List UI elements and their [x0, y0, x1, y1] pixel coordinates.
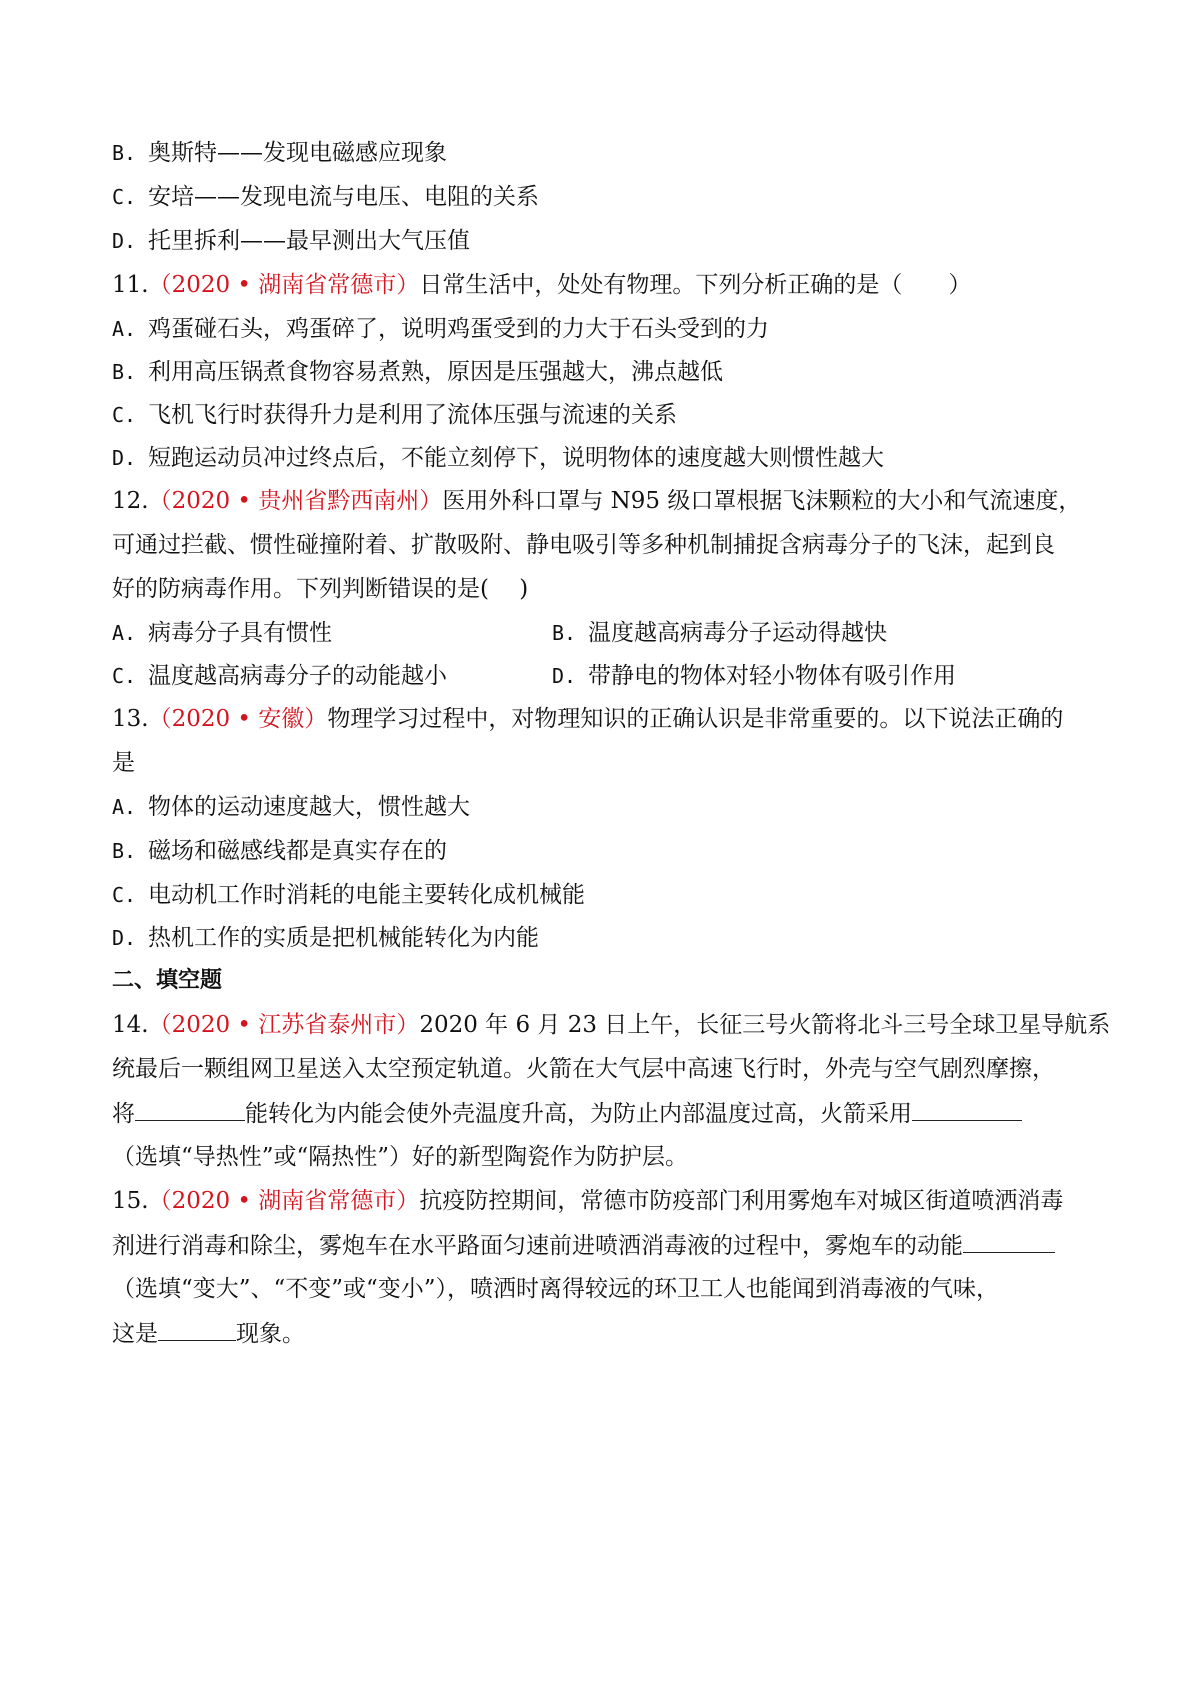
text-fragment: 能转化为内能会使外壳温度升高，为防止内部温度过高，火箭采用	[245, 1101, 912, 1127]
q15-stem	[112, 1186, 1063, 1216]
q14-line3	[112, 1098, 1022, 1129]
option-text: 托里拆利——最早测出大气压值	[148, 228, 470, 254]
option-text: 温度越高病毒分子运动得越快	[588, 620, 887, 646]
option-text: 磁场和磁感线都是真实存在的	[148, 838, 447, 864]
answer-blank[interactable]	[912, 1098, 1022, 1121]
option-label: C.	[112, 664, 137, 688]
q14-line2: 统最后一颗组网卫星送入太空预定轨道。火箭在大气层中高速飞行时，外壳与空气剧烈摩擦，	[112, 1056, 1055, 1082]
q12-options-row2	[112, 661, 447, 691]
text-fragment: 将	[112, 1101, 135, 1127]
text-fragment: 这是	[112, 1321, 158, 1347]
q12-option-d	[552, 661, 956, 691]
option-label: A.	[112, 317, 137, 341]
q13-stem-line2: 是	[112, 750, 135, 776]
question-text: 2020 年 6 月 23 日上午，长征三号火箭将北斗三号全球卫星导航系	[419, 1012, 1111, 1038]
q10-option-c	[112, 182, 539, 212]
q15-line4	[112, 1318, 305, 1349]
q12-options-row1	[112, 618, 332, 648]
q11-option-d	[112, 443, 884, 473]
option-label: D.	[112, 446, 137, 470]
text-fragment: 现象。	[236, 1321, 305, 1347]
q15-line3: （选填“变大”、“不变”或“变小”），喷洒时离得较远的环卫工人也能闻到消毒液的气味，	[112, 1276, 1000, 1302]
q14-line4: （选填“导热性”或“隔热性”）好的新型陶瓷作为防护层。	[112, 1144, 689, 1170]
option-text: 安培——发现电流与电压、电阻的关系	[148, 184, 539, 210]
section-heading: 二、填空题	[112, 968, 223, 993]
option-label: C.	[112, 185, 137, 209]
option-text: 短跑运动员冲过终点后，不能立刻停下，说明物体的速度越大则惯性越大	[148, 445, 884, 471]
q13-stem	[112, 704, 1063, 734]
answer-blank[interactable]	[135, 1098, 245, 1121]
option-text: 带静电的物体对轻小物体有吸引作用	[588, 663, 956, 689]
question-number: 14.	[112, 1012, 149, 1038]
option-text: 利用高压锅煮食物容易煮熟，原因是压强越大，沸点越低	[148, 359, 723, 385]
question-text: 日常生活中，处处有物理。下列分析正确的是（ ）	[419, 272, 972, 298]
question-number: 12.	[112, 488, 149, 514]
option-label: B.	[112, 839, 137, 863]
option-label: B.	[552, 621, 577, 645]
option-label: B.	[112, 141, 137, 165]
option-label: C.	[112, 403, 137, 427]
question-number: 15.	[112, 1188, 149, 1214]
option-text: 鸡蛋碰石头，鸡蛋碎了，说明鸡蛋受到的力大于石头受到的力	[148, 316, 769, 342]
answer-blank[interactable]	[158, 1318, 236, 1341]
option-text: 飞机飞行时获得升力是利用了流体压强与流速的关系	[148, 402, 677, 428]
option-text: 奥斯特——发现电磁感应现象	[148, 140, 447, 166]
question-number: 11.	[112, 272, 149, 298]
option-label: A.	[112, 621, 137, 645]
question-text: 医用外科口罩与 N95 级口罩根据飞沫颗粒的大小和气流速度，	[442, 488, 1082, 514]
option-text: 电动机工作时消耗的电能主要转化成机械能	[148, 882, 585, 908]
q10-option-d	[112, 226, 470, 256]
option-label: D.	[112, 926, 137, 950]
q11-option-b	[112, 357, 723, 387]
question-number: 13.	[112, 706, 149, 732]
question-source: （2020 • 贵州省黔西南州）	[148, 488, 443, 514]
option-label: B.	[112, 360, 137, 384]
q11-stem	[112, 270, 971, 300]
question-source: （2020 • 江苏省泰州市）	[148, 1012, 420, 1038]
option-label: D.	[112, 229, 137, 253]
option-label: C.	[112, 883, 137, 907]
q10-option-b	[112, 138, 447, 168]
option-text: 病毒分子具有惯性	[148, 620, 332, 646]
question-source: （2020 • 湖南省常德市）	[148, 272, 420, 298]
option-label: D.	[552, 664, 577, 688]
question-text: 物理学习过程中，对物理知识的正确认识是非常重要的。以下说法正确的	[327, 706, 1064, 732]
q13-option-a	[112, 792, 470, 822]
q12-stem	[112, 486, 1081, 516]
q12-stem-line3: 好的防病毒作用。下列判断错误的是( )	[112, 576, 529, 602]
q15-line2	[112, 1230, 1055, 1261]
q13-option-c	[112, 880, 585, 910]
option-text: 温度越高病毒分子的动能越小	[148, 663, 447, 689]
q13-option-b	[112, 836, 447, 866]
option-text: 热机工作的实质是把机械能转化为内能	[148, 925, 539, 951]
q12-option-b	[552, 618, 887, 648]
q12-stem-line2: 可通过拦截、惯性碰撞附着、扩散吸附、静电吸引等多种机制捕捉含病毒分子的飞沫，起到良	[112, 532, 1055, 558]
answer-blank[interactable]	[963, 1230, 1055, 1253]
q13-option-d	[112, 923, 539, 953]
question-text: 抗疫防控期间，常德市防疫部门利用雾炮车对城区街道喷洒消毒	[419, 1188, 1064, 1214]
text-fragment: 剂进行消毒和除尘，雾炮车在水平路面匀速前进喷洒消毒液的过程中，雾炮车的动能	[112, 1233, 963, 1259]
question-source: （2020 • 安徽）	[148, 706, 328, 732]
option-label: A.	[112, 795, 137, 819]
q11-option-c	[112, 400, 677, 430]
option-text: 物体的运动速度越大，惯性越大	[148, 794, 470, 820]
question-source: （2020 • 湖南省常德市）	[148, 1188, 420, 1214]
q14-stem	[112, 1010, 1110, 1040]
q11-option-a	[112, 314, 769, 344]
